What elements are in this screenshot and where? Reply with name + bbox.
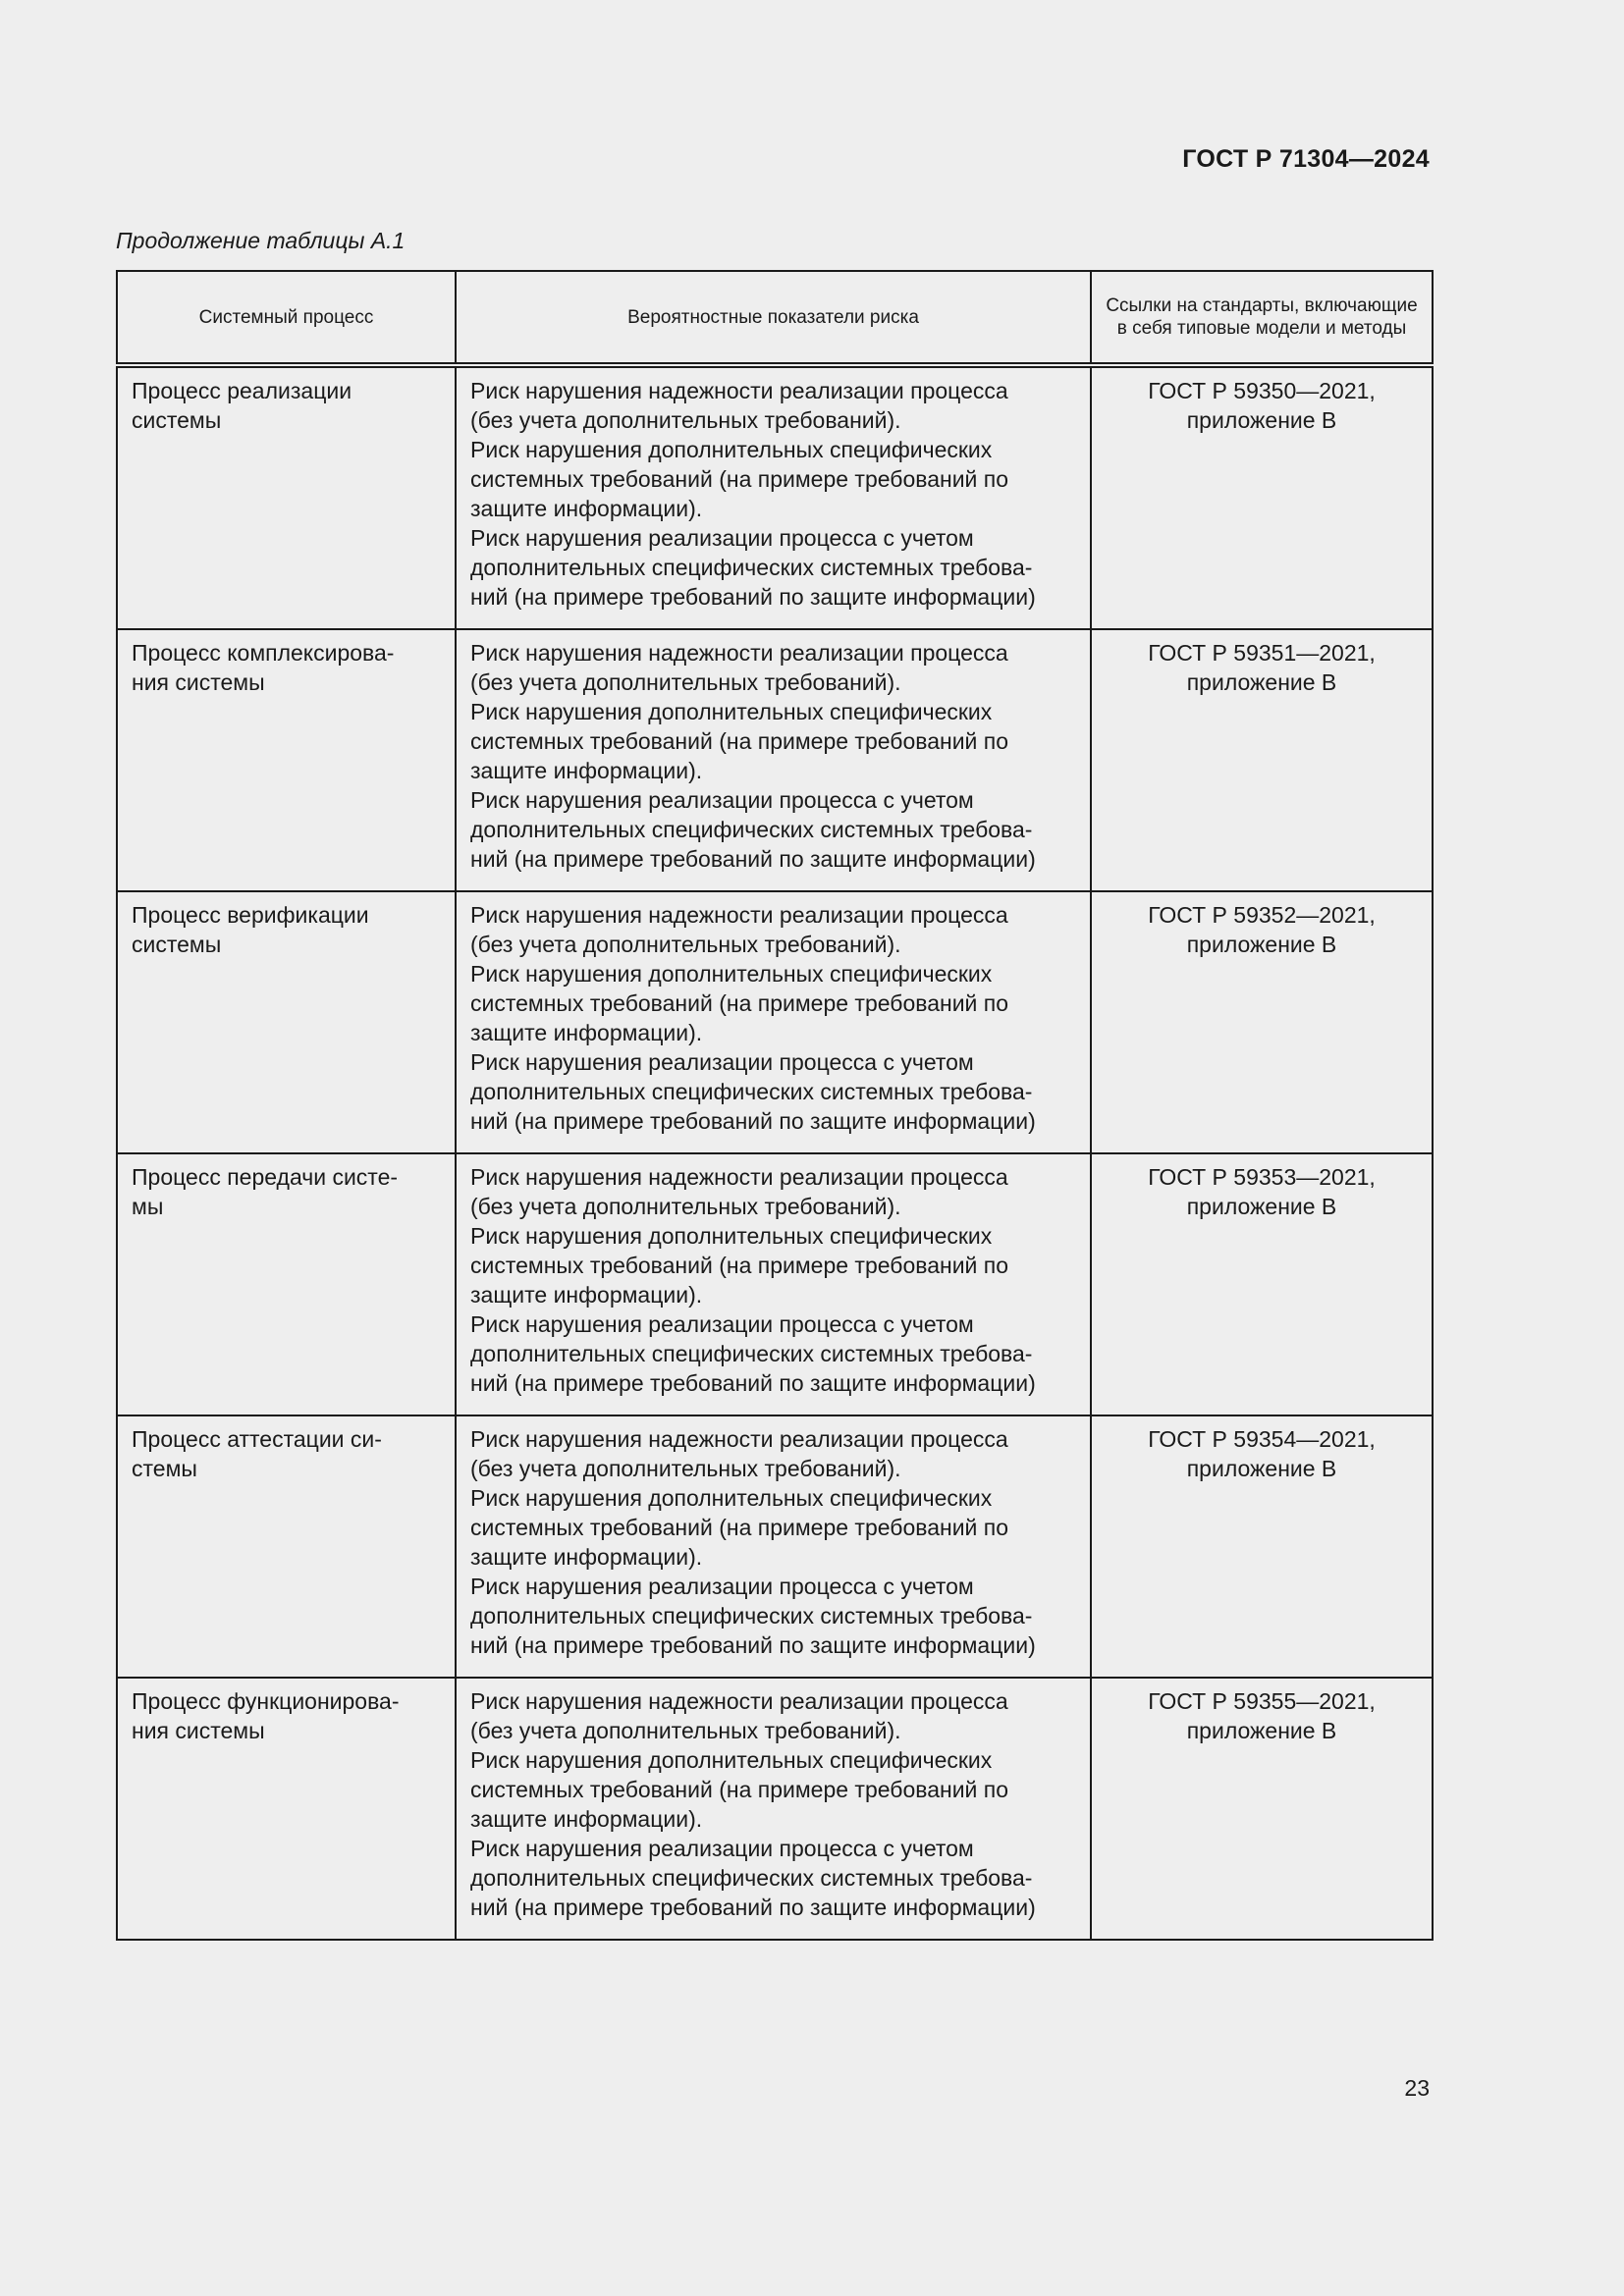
risks-line: (без учета дополнительных требований). — [470, 932, 901, 957]
process-line: Процесс верификации — [132, 902, 369, 928]
column-header-references: Ссылки на стандарты, включающие в себя типовые модели и методы — [1091, 271, 1433, 365]
risks-cell — [456, 1153, 1091, 1415]
risks-cell — [456, 891, 1091, 1153]
process-line: Процесс комплексирова- — [132, 640, 395, 666]
risks-line: защите информации). — [470, 496, 703, 521]
process-cell — [117, 1153, 456, 1415]
risks-line: системных требований (на примере требований по — [470, 466, 1009, 492]
risks-cell — [456, 1678, 1091, 1940]
risks-line: (без учета дополнительных требований). — [470, 669, 901, 695]
column-header-risks: Вероятностные показатели риска — [456, 271, 1091, 365]
reference-line: приложение В — [1186, 407, 1337, 433]
reference-cell — [1091, 1678, 1433, 1940]
risks-line: защите информации). — [470, 1544, 703, 1570]
risks-line: ний (на примере требований по защите информации) — [470, 1370, 1036, 1396]
process-line: системы — [132, 407, 222, 433]
process-line: системы — [132, 932, 222, 957]
process-cell — [117, 365, 456, 629]
reference-line: приложение В — [1186, 1194, 1337, 1219]
risks-cell — [456, 365, 1091, 629]
risks-line: дополнительных специфических системных требова- — [470, 1341, 1033, 1366]
risks-line: Риск нарушения надежности реализации процесса — [470, 902, 1008, 928]
reference-line: ГОСТ Р 59354—2021, — [1148, 1426, 1376, 1452]
column-header-process: Системный процесс — [117, 271, 456, 365]
table-row — [117, 629, 1433, 891]
risks-line: Риск нарушения дополнительных специфических — [470, 699, 993, 724]
risks-line: (без учета дополнительных требований). — [470, 407, 901, 433]
table-caption: Продолжение таблицы А.1 — [116, 228, 406, 253]
process-line: ния системы — [132, 669, 265, 695]
risks-line: дополнительных специфических системных требова- — [470, 1079, 1033, 1104]
risks-line: дополнительных специфических системных требова- — [470, 817, 1033, 842]
page-number: 23 — [1404, 2075, 1430, 2101]
risks-line: ний (на примере требований по защите информации) — [470, 1108, 1036, 1134]
risks-line: системных требований (на примере требований по — [470, 1777, 1009, 1802]
risks-line: ний (на примере требований по защите информации) — [470, 1632, 1036, 1658]
risks-line: защите информации). — [470, 1806, 703, 1832]
risks-line: дополнительных специфических системных требова- — [470, 1603, 1033, 1629]
process-cell — [117, 629, 456, 891]
process-line: Процесс аттестации си- — [132, 1426, 382, 1452]
reference-line: приложение В — [1186, 669, 1337, 695]
risks-cell — [456, 629, 1091, 891]
risks-line: защите информации). — [470, 1020, 703, 1045]
risks-line: Риск нарушения надежности реализации процесса — [470, 378, 1008, 403]
risks-line: защите информации). — [470, 1282, 703, 1308]
risks-line: ний (на примере требований по защите информации) — [470, 846, 1036, 872]
table-row — [117, 1678, 1433, 1940]
risks-line: Риск нарушения дополнительных специфических — [470, 961, 993, 987]
process-line: Процесс реализации — [132, 378, 352, 403]
document-code: ГОСТ Р 71304—2024 — [1182, 145, 1430, 173]
risks-line: системных требований (на примере требований по — [470, 1253, 1009, 1278]
risks-line: дополнительных специфических системных требова- — [470, 1865, 1033, 1891]
reference-cell — [1091, 891, 1433, 1153]
reference-line: ГОСТ Р 59351—2021, — [1148, 640, 1376, 666]
table-body — [117, 365, 1433, 1940]
process-cell — [117, 891, 456, 1153]
risks-line: Риск нарушения дополнительных специфических — [470, 1485, 993, 1511]
risks-line: Риск нарушения дополнительных специфических — [470, 437, 993, 462]
risks-line: Риск нарушения надежности реализации процесса — [470, 640, 1008, 666]
process-cell — [117, 1678, 456, 1940]
reference-line: приложение В — [1186, 1456, 1337, 1481]
risks-line: Риск нарушения реализации процесса с учетом — [470, 1836, 974, 1861]
risks-line: Риск нарушения реализации процесса с учетом — [470, 525, 974, 551]
process-line: ния системы — [132, 1718, 265, 1743]
risks-line: дополнительных специфических системных требова- — [470, 555, 1033, 580]
risks-line: (без учета дополнительных требований). — [470, 1194, 901, 1219]
risks-line: Риск нарушения реализации процесса с учетом — [470, 787, 974, 813]
risks-line: ний (на примере требований по защите информации) — [470, 1895, 1036, 1920]
process-line: Процесс передачи систе- — [132, 1164, 399, 1190]
risks-line: Риск нарушения реализации процесса с учетом — [470, 1049, 974, 1075]
table-header-row — [117, 271, 1433, 365]
risks-line: (без учета дополнительных требований). — [470, 1456, 901, 1481]
risks-line: Риск нарушения надежности реализации процесса — [470, 1164, 1008, 1190]
risks-line: Риск нарушения дополнительных специфических — [470, 1223, 993, 1249]
table-row — [117, 1415, 1433, 1678]
process-line: Процесс функционирова- — [132, 1688, 400, 1714]
risks-line: системных требований (на примере требований по — [470, 1515, 1009, 1540]
risks-cell — [456, 1415, 1091, 1678]
process-line: мы — [132, 1194, 164, 1219]
reference-cell — [1091, 1153, 1433, 1415]
process-cell — [117, 1415, 456, 1678]
reference-line: ГОСТ Р 59355—2021, — [1148, 1688, 1376, 1714]
reference-line: ГОСТ Р 59350—2021, — [1148, 378, 1376, 403]
risks-line: системных требований (на примере требований по — [470, 728, 1009, 754]
table-row — [117, 365, 1433, 629]
risk-table — [116, 270, 1434, 1941]
table-row — [117, 1153, 1433, 1415]
risks-line: Риск нарушения надежности реализации процесса — [470, 1426, 1008, 1452]
risks-line: защите информации). — [470, 758, 703, 783]
reference-line: ГОСТ Р 59352—2021, — [1148, 902, 1376, 928]
reference-line: ГОСТ Р 59353—2021, — [1148, 1164, 1376, 1190]
risks-line: (без учета дополнительных требований). — [470, 1718, 901, 1743]
reference-line: приложение В — [1186, 932, 1337, 957]
reference-cell — [1091, 365, 1433, 629]
risks-line: Риск нарушения надежности реализации процесса — [470, 1688, 1008, 1714]
reference-cell — [1091, 1415, 1433, 1678]
risks-line: Риск нарушения реализации процесса с учетом — [470, 1311, 974, 1337]
risks-line: ний (на примере требований по защите информации) — [470, 584, 1036, 610]
reference-line: приложение В — [1186, 1718, 1337, 1743]
risks-line: Риск нарушения реализации процесса с учетом — [470, 1574, 974, 1599]
risks-line: системных требований (на примере требований по — [470, 990, 1009, 1016]
risks-line: Риск нарушения дополнительных специфических — [470, 1747, 993, 1773]
process-line: стемы — [132, 1456, 197, 1481]
table-row — [117, 891, 1433, 1153]
reference-cell — [1091, 629, 1433, 891]
